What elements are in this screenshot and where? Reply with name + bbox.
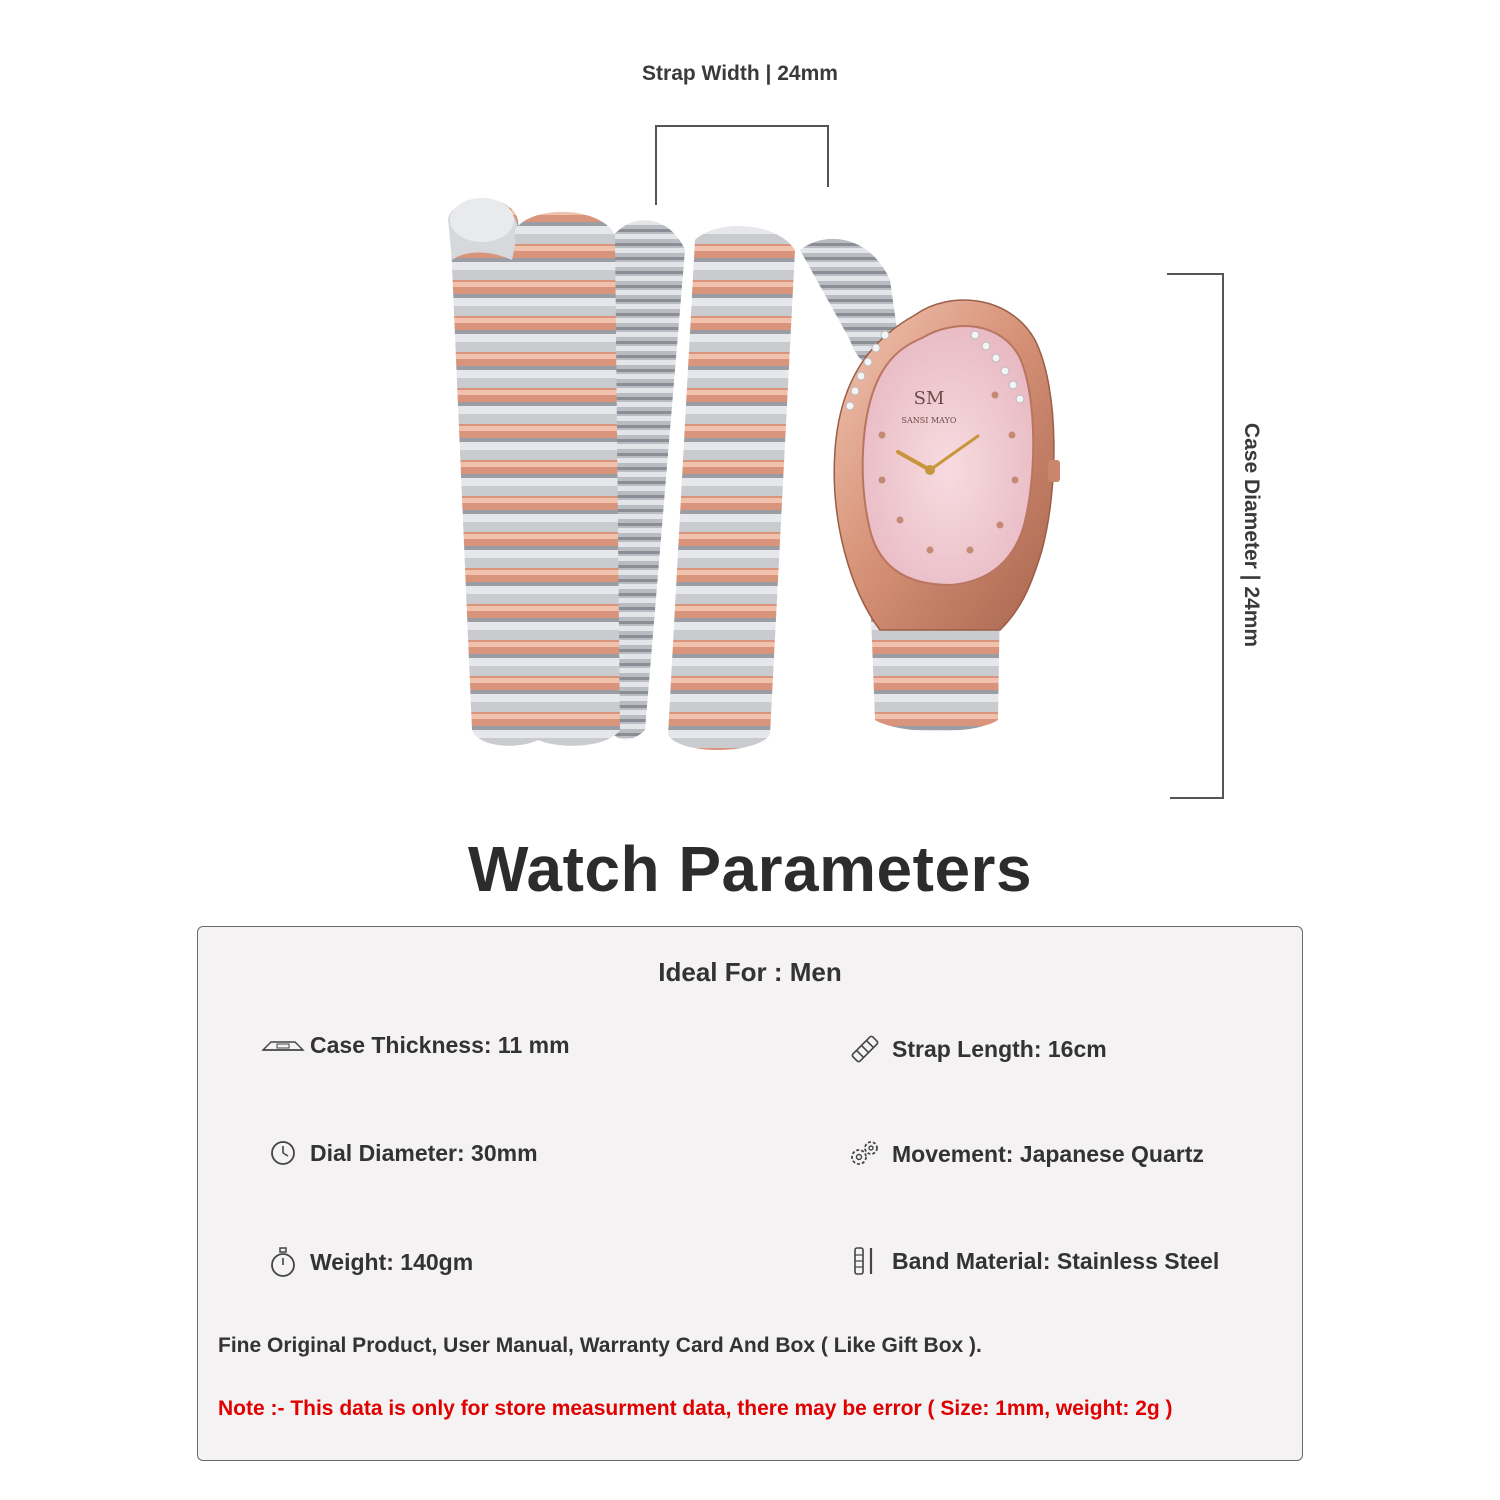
param-movement: [842, 1139, 1204, 1169]
param-weight: [260, 1246, 473, 1278]
weight-stopwatch-icon: [260, 1246, 306, 1278]
case-thickness-icon: [260, 1039, 306, 1053]
ideal-for-text: Ideal For : Men: [658, 957, 842, 987]
measurement-note: Note :- This data is only for store measurment data, there may be error ( Size: 1mm, weight: 2g ): [218, 1397, 1173, 1420]
brand-name: SANSI MAYO: [901, 416, 957, 425]
dial-diameter-icon: [260, 1139, 306, 1167]
bracelet-coil-mid-right: [668, 226, 795, 750]
param-text: Movement: Japanese Quartz: [892, 1140, 1204, 1167]
param-strap-length: [842, 1032, 1107, 1066]
case-diameter-label: Case Diameter | 24mm: [1240, 422, 1263, 648]
param-dial-diameter: [260, 1139, 538, 1167]
param-text: Case Thickness: 11 mm: [310, 1032, 570, 1058]
bracelet-coil-mid-left: [515, 212, 620, 746]
band-material-icon: [842, 1246, 888, 1276]
movement-gears-icon: [842, 1139, 888, 1169]
param-band-material: [842, 1246, 1219, 1276]
page-title: Watch Parameters: [467, 833, 1033, 905]
param-text: Weight: 140gm: [310, 1248, 474, 1275]
included-items-text: Fine Original Product, User Manual, Warranty Card And Box ( Like Gift Box ).: [218, 1334, 982, 1357]
param-text: Strap Length: 16cm: [892, 1035, 1107, 1062]
parameters-card: [197, 926, 1303, 1461]
param-text: Band Material: Stainless Steel: [892, 1247, 1220, 1274]
brand-monogram: SM: [913, 388, 945, 409]
watch-product-image: [430, 190, 1080, 760]
strap-width-label: Strap Width | 24mm: [642, 62, 838, 85]
strap-length-icon: [842, 1032, 888, 1066]
param-case-thickness: [260, 1032, 570, 1059]
param-text: Dial Diameter: 30mm: [310, 1139, 538, 1166]
